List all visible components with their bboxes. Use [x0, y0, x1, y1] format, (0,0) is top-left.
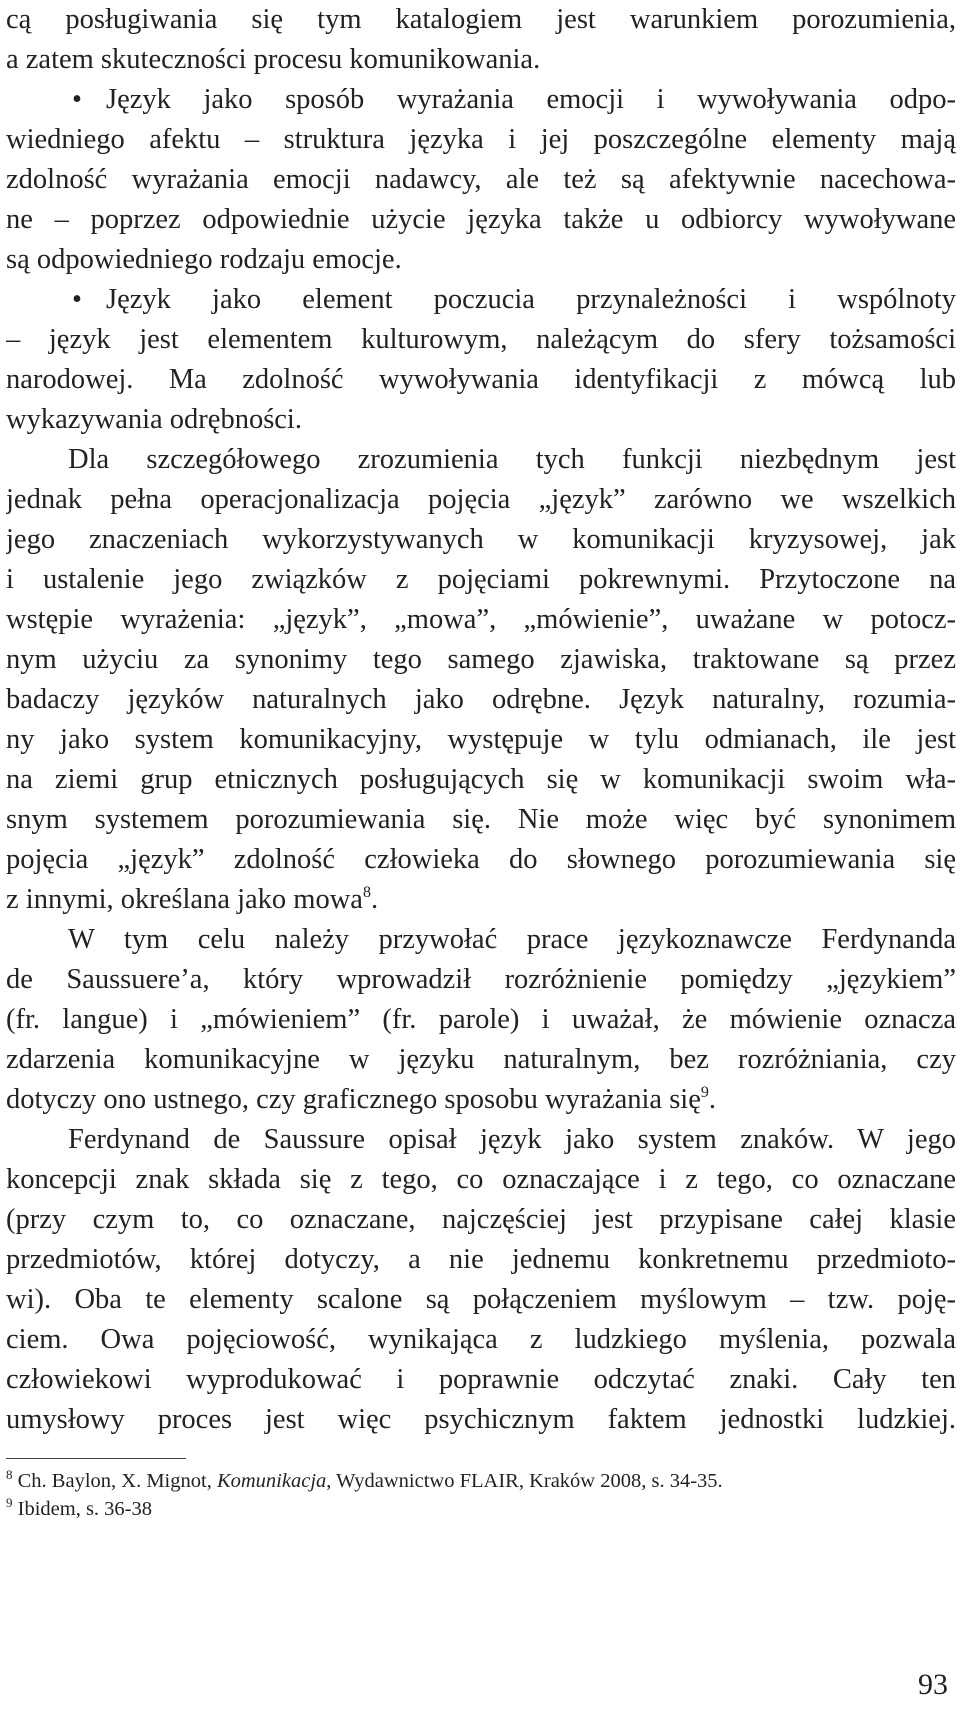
text-line: (przy czym to, co oznaczane, najczęściej jest przypisane całej klasie	[6, 1204, 956, 1235]
footnote-text: Ibidem, s. 36-38	[12, 1498, 152, 1520]
footnote-ref-9: 9	[700, 1084, 709, 1101]
text-line: a zatem skuteczności procesu komunikowania.	[6, 44, 541, 75]
text-line: zdarzenia komunikacyjne w języku naturalnym, bez rozróżniania, czy	[6, 1044, 956, 1075]
text-line: nym użyciu za synonimy tego samego zjawiska, traktowane są przez	[6, 644, 956, 675]
footnote-9	[6, 1496, 152, 1522]
bullet-icon: •	[72, 284, 82, 315]
text-line: (fr. langue) i „mówieniem” (fr. parole) i uważał, że mówienie oznacza	[6, 1004, 956, 1035]
text-line: snym systemem porozumiewania się. Nie może więc być synonimem	[6, 804, 956, 835]
text-line: Ferdynand de Saussure opisał język jako system znaków. W jego	[68, 1124, 956, 1155]
text-line: pojęcia „język” zdolność człowieka do słownego porozumiewania się	[6, 844, 956, 875]
text-line	[6, 880, 956, 920]
footnote-number: 8	[6, 1467, 13, 1482]
text-line: ny jako system komunikacyjny, występuje w tylu odmianach, ile jest	[6, 724, 956, 755]
text-line: cą posługiwania się tym katalogiem jest warunkiem porozumienia,	[6, 4, 956, 35]
text-line: badaczy języków naturalnych jako odrębne. Język naturalny, rozumia-	[6, 684, 956, 715]
footnote-8	[6, 1468, 723, 1494]
bullet-icon: •	[72, 84, 82, 115]
text-line: ciem. Owa pojęciowość, wynikająca z ludzkiego myślenia, pozwala	[6, 1324, 956, 1355]
text-line: jego znaczeniach wykorzystywanych w komunikacji kryzysowej, jak	[6, 524, 956, 555]
text-line: umysłowy proces jest więc psychicznym faktem jednostki ludzkiej.	[6, 1404, 956, 1435]
page-number: 93	[918, 1668, 948, 1701]
text-line: wstępie wyrażenia: „język”, „mowa”, „mówienie”, uważane w potocz-	[6, 604, 956, 635]
text-line: W tym celu należy przywołać prace językoznawcze Ferdynanda	[68, 924, 956, 955]
text-line: Język jako sposób wyrażania emocji i wywoływania odpo-	[106, 84, 956, 115]
text-line: jednak pełna operacjonalizacja pojęcia „język” zarówno we wszelkich	[6, 484, 956, 515]
text-line: wiedniego afektu – struktura języka i jej poszczególne elementy mają	[6, 124, 956, 155]
text-span: z innymi, określana jako mowa	[6, 884, 363, 915]
text-line: człowiekowi wyprodukować i poprawnie odczytać znaki. Cały ten	[6, 1364, 956, 1395]
text-line: koncepcji znak składa się z tego, co oznaczające i z tego, co oznaczane	[6, 1164, 956, 1195]
period: .	[708, 1084, 716, 1115]
footnote-book-title: Komunikacja	[216, 1470, 327, 1492]
period: .	[370, 884, 379, 915]
text-line: wykazywania odrębności.	[6, 404, 302, 435]
bullet-item	[6, 280, 956, 320]
footnote-text: Ch. Baylon, X. Mignot,	[12, 1470, 217, 1492]
text-line: wi). Oba te elementy scalone są połączeniem myślowym – tzw. poję-	[6, 1284, 956, 1315]
footnote-divider	[6, 1458, 186, 1459]
text-line: przedmiotów, której dotyczy, a nie jednemu konkretnemu przedmioto-	[6, 1244, 956, 1275]
text-line: na ziemi grup etnicznych posługujących się w komunikacji swoim wła-	[6, 764, 956, 795]
text-line: zdolność wyrażania emocji nadawcy, ale też są afektywnie nacechowa-	[6, 164, 956, 195]
text-line: są odpowiedniego rodzaju emocje.	[6, 244, 402, 275]
text-span: dotyczy ono ustnego, czy graficznego sposobu wyrażania się	[6, 1084, 701, 1115]
footnote-ref-8: 8	[362, 884, 371, 901]
text-line: Dla szczegółowego zrozumienia tych funkcji niezbędnym jest	[68, 444, 956, 475]
text-line: ne – poprzez odpowiednie użycie języka także u odbiorcy wywoływane	[6, 204, 956, 235]
text-line: de Saussuere’a, który wprowadził rozróżnienie pomiędzy „językiem”	[6, 964, 956, 995]
text-line	[6, 1080, 956, 1120]
text-line: i ustalenie jego związków z pojęciami pokrewnymi. Przytoczone na	[6, 564, 956, 595]
bullet-item	[6, 80, 956, 120]
text-line: narodowej. Ma zdolność wywoływania identyfikacji z mówcą lub	[6, 364, 956, 395]
footnote-text: , Wydawnictwo FLAIR, Kraków 2008, s. 34-35.	[326, 1470, 723, 1492]
text-line: Język jako element poczucia przynależności i wspólnoty	[106, 284, 956, 315]
footnote-number: 9	[6, 1495, 13, 1510]
text-line: – język jest elementem kulturowym, należącym do sfery tożsamości	[6, 324, 956, 355]
